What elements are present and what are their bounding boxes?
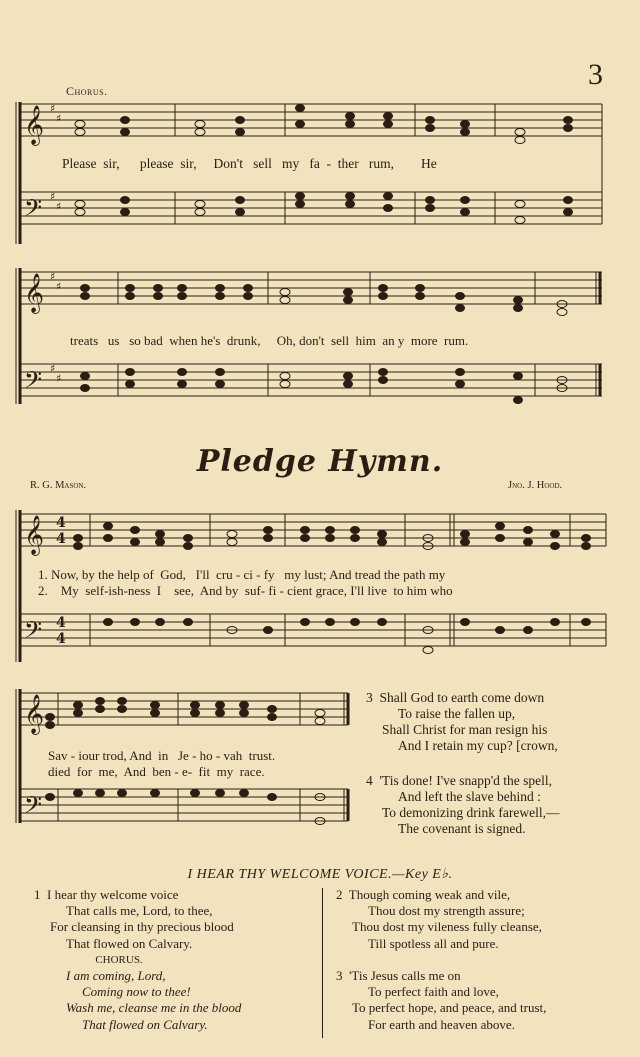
svg-text:♯: ♯ [56, 112, 62, 125]
stanza3-line-4: And I retain my cup? [crown, [398, 738, 558, 753]
svg-text:4: 4 [56, 631, 66, 647]
stanza3-line-2: To raise the fallen up, [398, 706, 516, 721]
song2-r2: Thou dost my strength assure; [368, 903, 525, 919]
song2-right-column [336, 887, 636, 1033]
svg-text:4: 4 [56, 531, 66, 547]
song2-r7: To perfect hope, and peace, and trust, [352, 1000, 547, 1016]
song2-r4: Till spotless all and pure. [368, 935, 499, 951]
svg-text:𝄞: 𝄞 [24, 694, 45, 734]
page-number: 3 [588, 58, 603, 91]
hymn-verse1-line-a: 1. Now, by the help of God, I'll cru - ci - fy my lust; And tread the path my [38, 567, 446, 582]
svg-text:♯: ♯ [50, 270, 56, 283]
svg-text:𝄞: 𝄞 [24, 515, 45, 555]
svg-text:𝄢: 𝄢 [24, 791, 43, 824]
song2-chorus-label: CHORUS. [95, 953, 143, 966]
song2-l4: That flowed on Calvary. [66, 935, 193, 951]
hymn-verse2-line-a: 2. My self-ish-ness I see, And by suf- fi - cient grace, I'll live to him who [38, 583, 453, 598]
stanza3-line-3: Shall Christ for man resign his [382, 722, 548, 737]
hymn-stanza-3 [366, 690, 558, 754]
svg-text:♯: ♯ [50, 190, 56, 203]
svg-text:♯: ♯ [56, 200, 62, 213]
svg-text:♯: ♯ [56, 372, 62, 385]
hymn-verse2-line-b: died for me, And ben - e- fit my race. [48, 764, 265, 779]
hymn-verse1-line-b: Sav - iour trod, And in Je - ho - vah trust. [48, 748, 276, 763]
song2-r6: To perfect faith and love, [368, 984, 499, 1000]
svg-text:𝄢: 𝄢 [24, 616, 43, 649]
song2-r8: For earth and heaven above. [368, 1016, 515, 1032]
stanza4-line-2: And left the slave behind : [398, 789, 541, 804]
hymn-stanza-4 [366, 773, 560, 837]
composer-left: R. G. Mason. [30, 480, 87, 491]
svg-text:4: 4 [56, 615, 66, 631]
song2-l2: That calls me, Lord, to thee, [66, 903, 213, 919]
song2-r3: Thou dost my vileness fully cleanse, [352, 919, 542, 935]
svg-text:𝄢: 𝄢 [24, 366, 43, 399]
song2-spacer [336, 952, 636, 968]
stanza4-line-1: 4 'Tis done! I've snapp'd the spell, [366, 773, 553, 788]
svg-text:𝄢: 𝄢 [24, 194, 43, 227]
chorus-label: Chorus. [66, 84, 108, 98]
svg-text:♯: ♯ [50, 362, 56, 375]
song2-l1: 1 I hear thy welcome voice [34, 887, 179, 902]
stanza3-line-1: 3 Shall God to earth come down [366, 690, 545, 705]
song2-chorus-3: Wash me, cleanse me in the blood [66, 1000, 242, 1016]
hymn-title: Pledge Hymn. [196, 444, 444, 479]
song2-r1: 2 Though coming weak and vile, [336, 887, 511, 902]
svg-text:𝄞: 𝄞 [24, 273, 45, 313]
lyrics-line-1: Please sir, please sir, Don't sell my fa - ther rum, He [62, 156, 437, 171]
stanza4-line-3: To demonizing drink farewell,— [382, 805, 560, 820]
song2-l3: For cleansing in thy precious blood [50, 919, 234, 935]
song2-r5: 3 'Tis Jesus calls me on [336, 968, 461, 984]
svg-text:4: 4 [56, 515, 66, 531]
song2-chorus-2: Coming now to thee! [82, 984, 191, 1000]
composer-right: Jno. J. Hood. [508, 480, 563, 491]
song2-chorus-4: That flowed on Calvary. [82, 1016, 208, 1032]
svg-text:𝄞: 𝄞 [24, 105, 45, 145]
svg-text:♯: ♯ [56, 280, 62, 293]
stanza4-line-4: The covenant is signed. [398, 821, 526, 836]
song2-title: I HEAR THY WELCOME VOICE.—Key E♭. [187, 867, 453, 882]
svg-text:♯: ♯ [50, 102, 56, 115]
music-system-1 [10, 92, 610, 252]
column-divider [322, 888, 323, 1038]
song2-left-column [34, 887, 319, 1033]
song2-chorus-1: I am coming, Lord, [66, 968, 166, 984]
lyrics-line-2: treats us so bad when he's drunk, Oh, don't sell him an y more rum. [70, 333, 469, 348]
